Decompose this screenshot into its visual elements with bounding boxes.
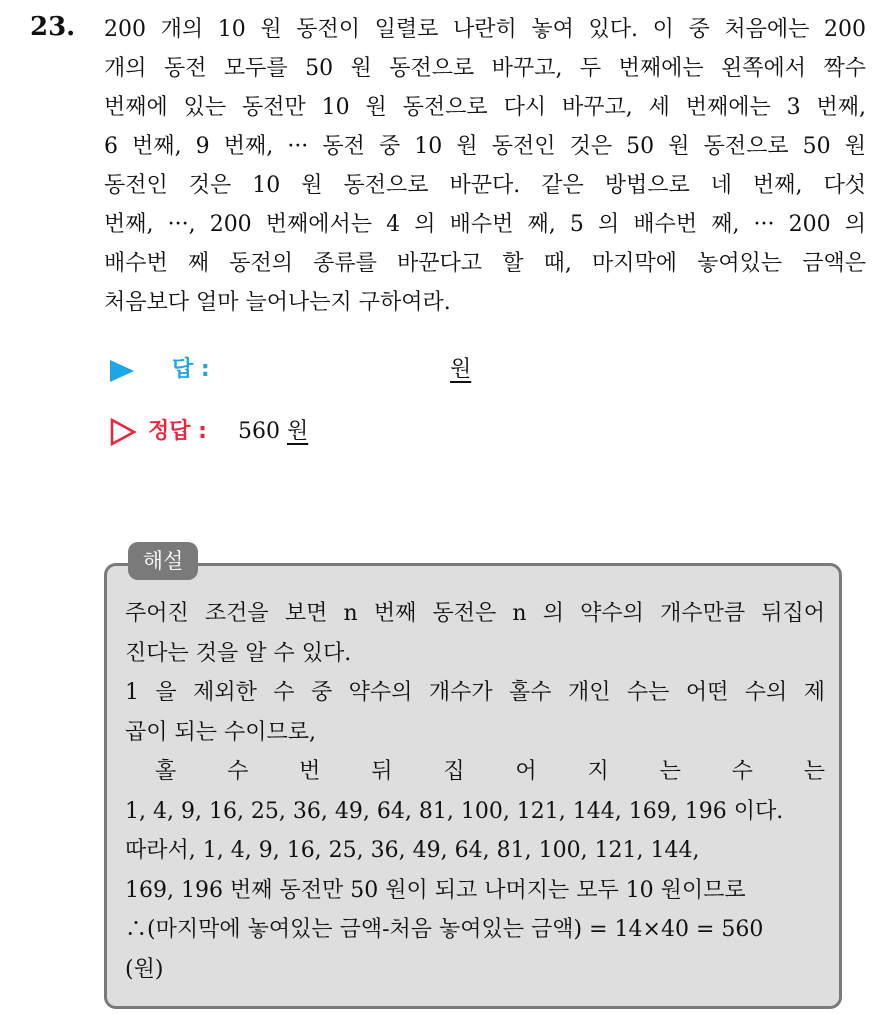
answer-label: 답 :: [172, 357, 210, 382]
explanation-line: 홀 수 번 뒤 집 어 지 는 수 는: [155, 759, 825, 784]
play-triangle-icon: [110, 360, 134, 382]
explanation-text: [125, 594, 825, 989]
correct-answer-row: [110, 414, 610, 450]
explanation-line: 1 을 제외한 수 중 약수의 개수가 홀수 개인 수는 어떤 수의 제: [125, 680, 825, 705]
explanation-line: 1, 4, 9, 16, 25, 36, 49, 64, 81, 100, 121, 144, 169, 196 이다.: [125, 798, 784, 824]
outline-triangle-icon: [110, 418, 136, 446]
question-line: 동전인 것은 10 원 동전으로 바꾼다. 같은 방법으로 네 번째, 다섯: [104, 173, 866, 198]
explanation-line: (원): [125, 956, 164, 982]
explanation-line: 따라서, 1, 4, 9, 16, 25, 36, 49, 64, 81, 100, 121, 144,: [125, 838, 700, 863]
question-line: 배수번 째 동전의 종류를 바꾼다고 할 때, 마지막에 놓여있는 금액은: [104, 251, 866, 276]
question-line: 개의 동전 모두를 50 원 동전으로 바꾸고, 두 번째에는 왼쪽에서 짝수: [104, 56, 866, 81]
answer-row: [110, 352, 610, 388]
explanation-line: 곱이 되는 수이므로,: [125, 719, 316, 745]
explanation-tab: 해설: [128, 542, 198, 580]
explanation-line: 주어진 조건을 보면 n 번째 동전은 n 의 약수의 개수만큼 뒤집어: [125, 601, 825, 626]
question-text: [104, 10, 866, 322]
question-line: 번째, ···, 200 번째에서는 4 의 배수번 째, 5 의 배수번 째, ··· 200 의: [104, 212, 866, 237]
correct-answer-unit: 원: [287, 419, 309, 444]
correct-answer-number: 560: [238, 419, 280, 444]
explanation-line: 진다는 것을 알 수 있다.: [125, 640, 352, 666]
correct-answer-value: [238, 414, 308, 450]
answer-unit: 원: [450, 357, 472, 382]
question-line: 번째에 있는 동전만 10 원 동전으로 다시 바꾸고, 세 번째에는 3 번째,: [104, 95, 866, 120]
question-line: 처음보다 얼마 늘어나는지 구하여라.: [104, 290, 451, 315]
correct-answer-label: 정답 :: [148, 419, 207, 444]
explanation-line: ∴(마지막에 놓여있는 금액-처음 놓여있는 금액) = 14×40 = 560: [125, 917, 764, 942]
question-number: 23.: [30, 12, 76, 42]
question-line: 6 번째, 9 번째, ··· 동전 중 10 원 동전인 것은 50 원 동전으로 50 원: [104, 134, 866, 159]
explanation-line: 169, 196 번째 동전만 50 원이 되고 나머지는 모두 10 원이므로: [125, 877, 746, 903]
question-line: 200 개의 10 원 동전이 일렬로 나란히 놓여 있다. 이 중 처음에는 200: [104, 17, 866, 42]
